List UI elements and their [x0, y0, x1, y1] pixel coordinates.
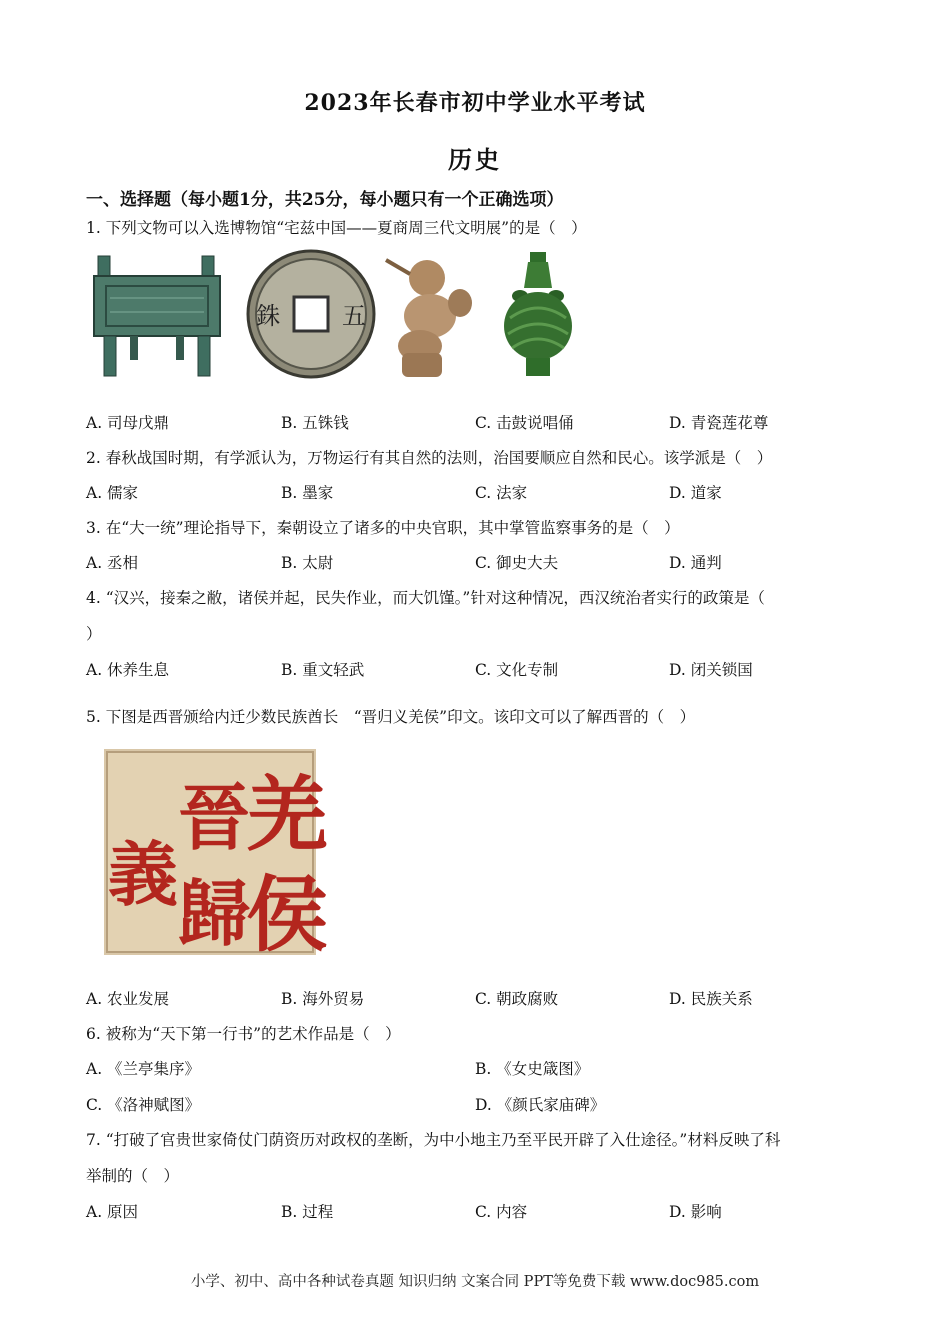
q1-option-c: C. 击鼓说唱俑: [475, 414, 574, 432]
coin-char-zhu: 銖: [256, 302, 280, 330]
question-4-stem-line2: ）: [86, 625, 102, 643]
page-footer: 小学、初中、高中各种试卷真题 知识归纳 文案合同 PPT等免费下载 www.doc985.com: [190, 1274, 760, 1290]
q6-option-d: D. 《颜氏家庙碑》: [475, 1096, 606, 1114]
q4-option-a: A. 休养生息: [86, 661, 170, 679]
q7-option-d: D. 影响: [669, 1203, 722, 1221]
drummer-figurine-image: [386, 260, 472, 377]
question-6-stem: 6. 被称为“天下第一行书”的艺术作品是（ ）: [86, 1025, 401, 1043]
coin-char-wu: 五: [342, 302, 366, 330]
lotus-zun-image: [504, 252, 572, 376]
q5-option-b: B. 海外贸易: [281, 990, 365, 1008]
question-5-stem: 5. 下图是西晋颁给内迁少数民族酋长 “晋归义羌侯”印文。该印文可以了解西晋的（ ）: [86, 708, 696, 726]
q2-option-c: C. 法家: [475, 484, 528, 502]
q3-option-d: D. 通判: [669, 554, 722, 572]
exam-title: 2023年长春市初中学业水平考试: [304, 90, 646, 116]
q7-option-c: C. 内容: [475, 1203, 528, 1221]
q7-option-b: B. 过程: [281, 1203, 334, 1221]
q5-option-a: A. 农业发展: [86, 990, 170, 1008]
q1-option-d: D. 青瓷莲花尊: [669, 414, 769, 432]
seal-char-yi: 義: [108, 833, 178, 916]
q6-option-c: C. 《洛神赋图》: [86, 1096, 201, 1114]
question-7-stem-line1: 7. “打破了官贵世家倚仗门荫资历对政权的垄断，为中小地主乃至平民开辟了入仕途径。”材料反映了科: [86, 1131, 781, 1149]
q1-option-b: B. 五铢钱: [281, 414, 349, 432]
q2-option-b: B. 墨家: [281, 484, 334, 502]
q6-option-a: A. 《兰亭集序》: [86, 1060, 201, 1078]
seal-char-gui: 歸: [178, 871, 251, 956]
seal-char-qiang: 羌: [246, 767, 329, 863]
q5-option-d: D. 民族关系: [669, 990, 753, 1008]
q3-option-a: A. 丞相: [86, 554, 139, 572]
q2-option-a: A. 儒家: [86, 484, 139, 502]
seal-impression-image: [104, 749, 329, 963]
q4-option-c: C. 文化专制: [475, 661, 559, 679]
seal-char-hou: 侯: [246, 867, 329, 963]
question-7-stem-line2: 举制的（ ）: [86, 1167, 180, 1185]
wuzhu-coin-image: [248, 251, 374, 377]
q4-option-b: B. 重文轻武: [281, 661, 365, 679]
artifact-images: [90, 248, 590, 383]
question-2-stem: 2. 春秋战国时期，有学派认为，万物运行有其自然的法则，治国要顺应自然和民心。该学派是（ ）: [86, 449, 773, 467]
q4-option-d: D. 闭关锁国: [669, 661, 753, 679]
question-4-stem-line1: 4. “汉兴，接秦之敝，诸侯并起，民失作业，而大饥馑。”针对这种情况，西汉统治者实行的政策是（: [86, 589, 765, 607]
question-1-stem: 1. 下列文物可以入选博物馆“宅兹中国——夏商周三代文明展”的是（ ）: [86, 219, 587, 237]
question-3-stem: 3. 在“大一统”理论指导下，秦朝设立了诸多的中央官职，其中掌管监察事务的是（ ）: [86, 519, 680, 537]
seal-char-jin: 晉: [178, 775, 251, 860]
q7-option-a: A. 原因: [86, 1203, 139, 1221]
simuwu-ding-image: [94, 256, 220, 376]
q1-option-a: A. 司母戊鼎: [86, 414, 170, 432]
q5-option-c: C. 朝政腐败: [475, 990, 559, 1008]
q3-option-c: C. 御史大夫: [475, 554, 559, 572]
q2-option-d: D. 道家: [669, 484, 722, 502]
q6-option-b: B. 《女史箴图》: [475, 1060, 590, 1078]
section-heading: 一、选择题（每小题1分，共25分，每小题只有一个正确选项）: [86, 190, 564, 210]
q3-option-b: B. 太尉: [281, 554, 334, 572]
subject-title: 历史: [448, 145, 502, 174]
